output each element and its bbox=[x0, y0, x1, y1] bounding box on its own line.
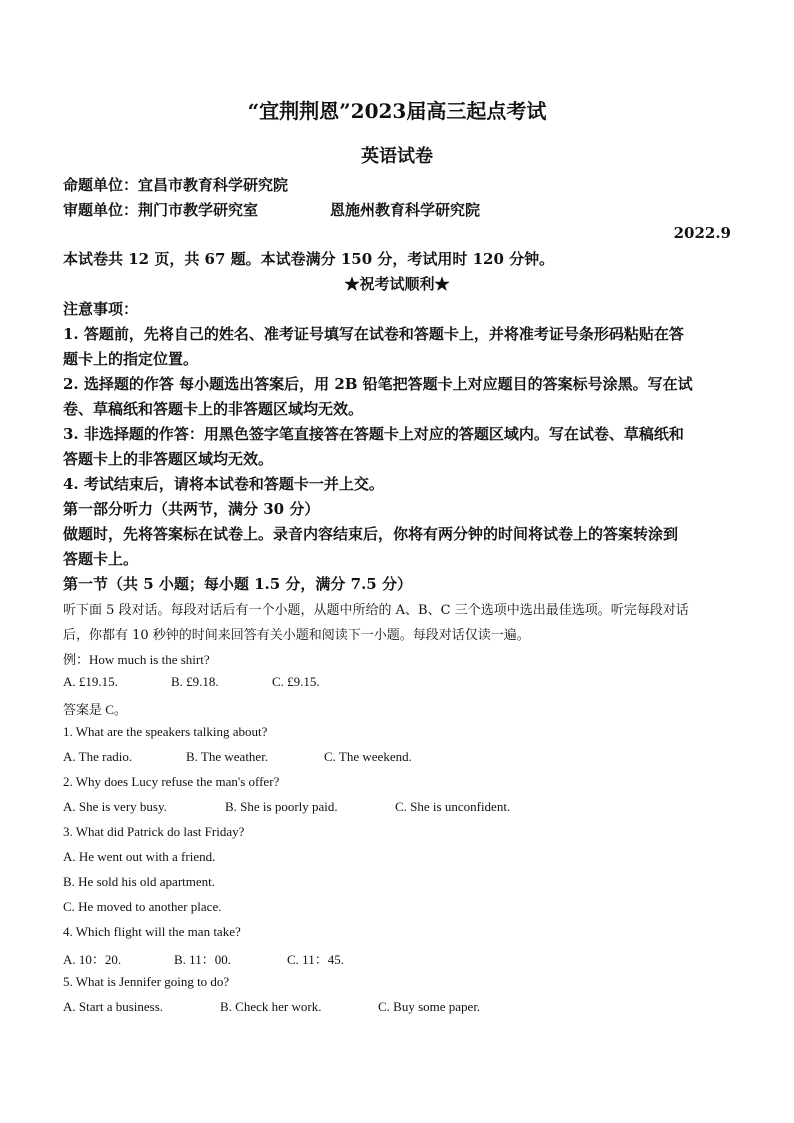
question-2-option-a: A. She is very busy. bbox=[63, 799, 167, 814]
exam-summary: 本试卷共 12 页，共 67 题。本试卷满分 150 分，考试用时 120 分钟。 bbox=[63, 250, 555, 268]
example-option-c: C. £9.15. bbox=[272, 674, 320, 689]
question-5-stem: 5. What is Jennifer going to do? bbox=[63, 974, 230, 989]
example-question: 例：How much is the shirt? bbox=[63, 652, 210, 667]
question-4-stem: 4. Which flight will the man take? bbox=[63, 924, 241, 939]
note-2-line-1: 2. 选择题的作答 每小题选出答案后，用 2B 铅笔把答题卡上对应题目的答案标号涂黑。写在试 bbox=[63, 375, 693, 393]
section-1-instr-line-1: 听下面 5 段对话。每段对话后有一个小题，从题中所给的 A、B、C 三个选项中选出最佳选项。听完每段对话 bbox=[63, 603, 689, 618]
note-3-line-1: 3. 非选择题的作答：用黑色签字笔直接答在答题卡上对应的答题区域内。写在试卷、草稿纸和 bbox=[63, 425, 684, 443]
question-3-stem: 3. What did Patrick do last Friday? bbox=[63, 824, 245, 839]
note-1-line-1: 1. 答题前，先将自己的姓名、准考证号填写在试卷和答题卡上，并将准考证号条形码粘贴在答 bbox=[63, 325, 684, 343]
reviewer-unit-b: 恩施州教育科学研究院 bbox=[330, 201, 481, 219]
question-1-option-c: C. The weekend. bbox=[324, 749, 412, 764]
question-2-stem: 2. Why does Lucy refuse the man's offer? bbox=[63, 774, 280, 789]
question-2-option-b: B. She is poorly paid. bbox=[225, 799, 338, 814]
question-2-option-c: C. She is unconfident. bbox=[395, 799, 511, 814]
part-1-desc-line-2: 答题卡上。 bbox=[63, 550, 139, 568]
example-answer: 答案是 C。 bbox=[63, 702, 127, 717]
question-4-option-a: A. 10：20. bbox=[63, 952, 122, 967]
note-4: 4. 考试结束后，请将本试卷和答题卡一并上交。 bbox=[63, 475, 384, 493]
section-1-heading: 第一节（共 5 小题；每小题 1.5 分，满分 7.5 分） bbox=[63, 575, 412, 593]
question-3-option-a: A. He went out with a friend. bbox=[63, 849, 216, 864]
setter-unit: 命题单位：宜昌市教育科学研究院 bbox=[63, 176, 289, 194]
question-3-option-c: C. He moved to another place. bbox=[63, 899, 222, 914]
section-1-instr-line-2: 后，你都有 10 秒钟的时间来回答有关小题和阅读下一小题。每段对话仅读一遍。 bbox=[63, 628, 530, 643]
question-5-option-b: B. Check her work. bbox=[220, 999, 322, 1014]
question-1-option-a: A. The radio. bbox=[63, 749, 133, 764]
question-5-option-c: C. Buy some paper. bbox=[378, 999, 481, 1014]
exam-title: “宜荆荆恩”2023届高三起点考试 bbox=[247, 99, 547, 123]
question-1-option-b: B. The weather. bbox=[186, 749, 269, 764]
question-3-option-b: B. He sold his old apartment. bbox=[63, 874, 216, 889]
notes-heading: 注意事项： bbox=[63, 300, 139, 318]
good-luck-banner: ★祝考试顺利★ bbox=[344, 275, 450, 293]
question-4-option-c: C. 11：45. bbox=[287, 952, 344, 967]
example-option-a: A. £19.15. bbox=[63, 674, 118, 689]
part-1-desc-line-1: 做题时，先将答案标在试卷上。录音内容结束后，你将有两分钟的时间将试卷上的答案转涂到 bbox=[63, 525, 679, 543]
reviewer-unit-a: 审题单位：荆门市教学研究室 bbox=[63, 201, 259, 219]
exam-subtitle: 英语试卷 bbox=[361, 146, 433, 167]
question-4-option-b: B. 11：00. bbox=[174, 952, 231, 967]
question-5-option-a: A. Start a business. bbox=[63, 999, 164, 1014]
exam-date: 2022.9 bbox=[673, 224, 731, 242]
note-1-line-2: 题卡上的指定位置。 bbox=[63, 350, 199, 368]
note-2-line-2: 卷、草稿纸和答题卡上的非答题区域均无效。 bbox=[63, 400, 364, 418]
part-1-heading: 第一部分听力（共两节，满分 30 分） bbox=[63, 500, 320, 518]
note-3-line-2: 答题卡上的非答题区域均无效。 bbox=[63, 450, 274, 468]
example-option-b: B. £9.18. bbox=[171, 674, 219, 689]
question-1-stem: 1. What are the speakers talking about? bbox=[63, 724, 268, 739]
